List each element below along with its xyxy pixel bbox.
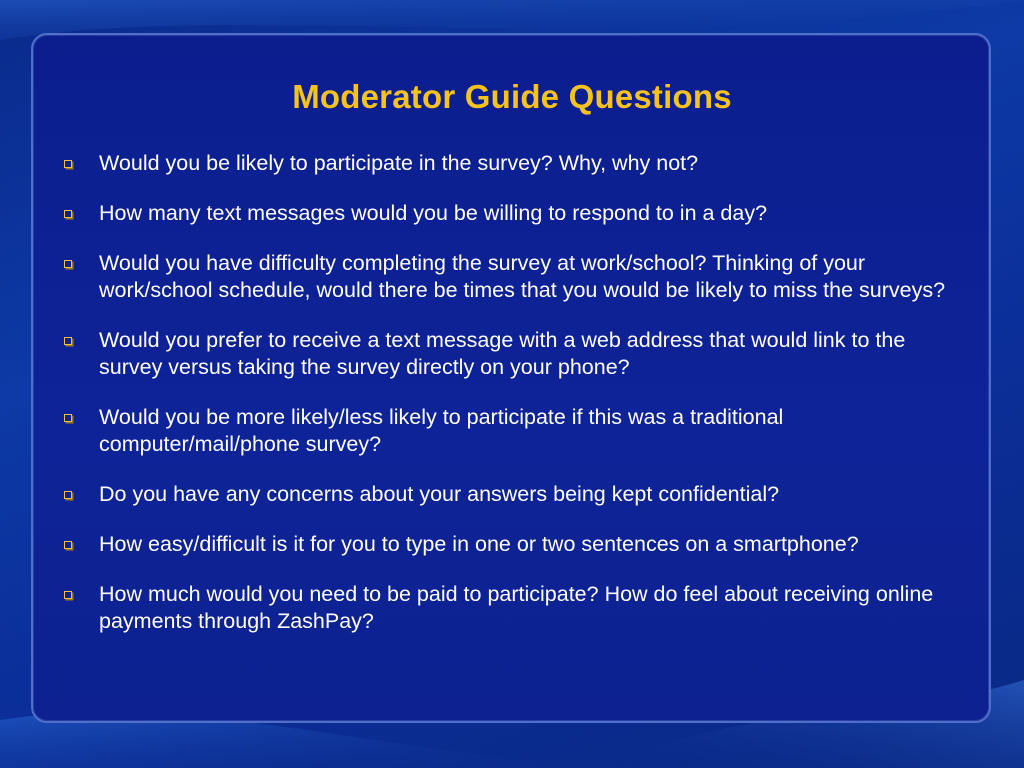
hollow-square-bullet-icon [64, 591, 72, 599]
list-item [62, 531, 962, 558]
hollow-square-bullet-icon [64, 414, 72, 422]
hollow-square-bullet-icon [64, 260, 72, 268]
question-text: How easy/difficult is it for you to type in one or two sentences on a smartphone? [99, 532, 859, 556]
hollow-square-bullet-icon [64, 210, 72, 218]
list-item [62, 200, 962, 227]
questions-list [62, 150, 962, 658]
list-item [62, 150, 962, 177]
list-item [62, 404, 962, 458]
question-text: Would you be likely to participate in the survey? Why, why not? [99, 151, 699, 175]
question-text: Would you prefer to receive a text message with a web address that would link to the survey versus taking the survey directly on your phone? [99, 328, 906, 379]
question-text: How many text messages would you be willing to respond to in a day? [99, 201, 768, 225]
list-item [62, 327, 962, 381]
hollow-square-bullet-icon [64, 337, 72, 345]
slide-title: Moderator Guide Questions [292, 78, 732, 115]
question-text: Would you have difficulty completing the survey at work/school? Thinking of your work/school schedule, would there be times that you would be likely to miss the surveys? [99, 251, 946, 302]
hollow-square-bullet-icon [64, 541, 72, 549]
list-item [62, 581, 962, 635]
question-text: How much would you need to be paid to participate? How do feel about receiving online payments through ZashPay? [99, 582, 934, 633]
hollow-square-bullet-icon [64, 491, 72, 499]
list-item [62, 250, 962, 304]
question-text: Would you be more likely/less likely to participate if this was a traditional computer/mail/phone survey? [99, 405, 784, 456]
question-text: Do you have any concerns about your answers being kept confidential? [99, 482, 780, 506]
list-item [62, 481, 962, 508]
hollow-square-bullet-icon [64, 160, 72, 168]
